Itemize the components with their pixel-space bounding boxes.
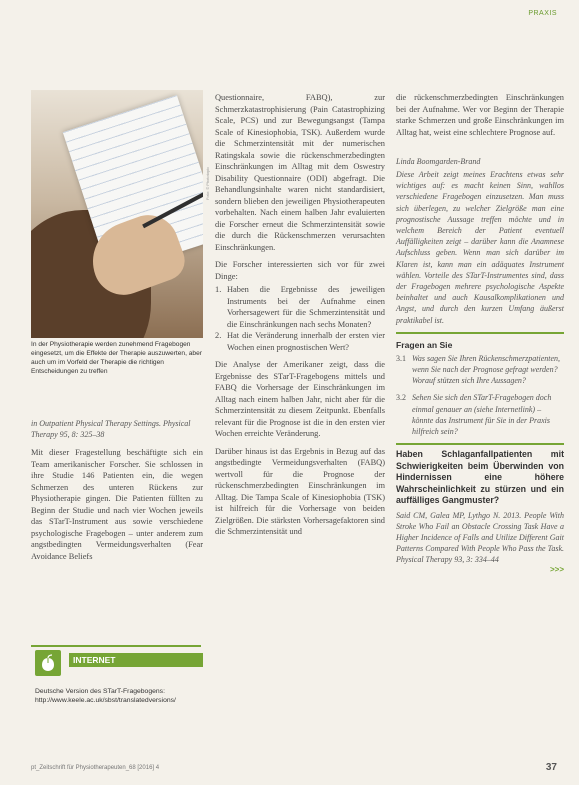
questions-list bbox=[396, 353, 564, 437]
page-number: 37 bbox=[545, 762, 557, 773]
column-1-text bbox=[31, 447, 203, 562]
column-2 bbox=[215, 92, 385, 538]
article-photo bbox=[31, 90, 203, 338]
photo-credit: Foto: © Phototopic bbox=[205, 166, 210, 200]
body-paragraph: Questionnaire, FABQ), zur Schmerzkatastrophisierung (Pain Catastrophizing Scale, PCS) und zur Bewegungsangst (Tampa Scale of Kinesiophobia, TSK). Außerdem wurde die Schmerzintensität mit der numerischen Ratingskala sowie die rückenschmerzbedingten Einschränkungen im Alltag mit dem Oswestry Disability Questionnaire (ODI) abgefragt. Die Behandlungsinhalte waren nicht standardisiert, sondern blieben den jeweiligen Physiotherapeuten vorbehalten. Nach einem halben Jahr evaluierten die Forscher erneut die Schmerzintensität sowie die durch die Rückenschmerzen verursachten Einschränkungen. bbox=[215, 93, 385, 252]
body-paragraph: Darüber hinaus ist das Ergebnis in Bezug auf das angstbedingte Vermeidungsverhalten (FABQ) wertvoll für die Prognose der rückenschmerzbedingten Einschränkungen im Alltag. Die Tampa Scale of Kinesiophobia (TSK) ist hilfreich für die Vorhersage von beiden Zielgrößen. Die stärksten Vorhersagefaktoren sind die Schmerzintensität und bbox=[215, 446, 385, 536]
body-paragraph: Die Forscher interessierten sich vor für zwei Dinge: bbox=[215, 260, 385, 281]
body-paragraph: Mit dieser Fragestellung beschäftigte sich ein Team amerikanischer Forscher. Sie schlossen in ihre Studie 146 Patienten ein, die wegen Schmerzen des unteren Rückens zur Physiotherapie gingen. Die Patienten füllten zu Beginn der Studie und nach vier Wochen jeweils das STarT-Instrument aus sowie verschiedene psychologische Fragebogen – unter anderem zum angstbedingten Vermeidungsverhalten (Fear Avoidance Beliefs bbox=[31, 448, 203, 561]
questions-title: Fragen an Sie bbox=[396, 339, 453, 350]
footer-journal: pt_Zeitschrift für Physiotherapeuten_68 [2016] 4 bbox=[31, 765, 160, 771]
internet-link-text[interactable]: Deutsche Version des STarT-Fragebogens: http://www.keele.ac.uk/sbst/translatedversions/ bbox=[35, 688, 176, 704]
divider bbox=[396, 443, 564, 445]
list-item: 2. Hat die Veränderung innerhalb der ersten vier Wochen einen prognostischen Wert? bbox=[215, 331, 385, 352]
internet-box bbox=[31, 645, 201, 739]
question-item: 3.1 Was sagen Sie Ihren Rückenschmerzpatienten, wenn Sie nach der Prognose gefragt werden? Worauf stützen sich Ihre Aussagen? bbox=[396, 353, 561, 386]
list-item: 1. Haben die Ergebnisse des jeweiligen Instruments bei der Aufnahme einen Vorhersagewert für die Schmerzintensität und die Einschränkungen nach sechs Monaten? bbox=[215, 285, 385, 329]
teaser-citation: Said CM, Galea MP, Lythgo N. 2013. People With Stroke Who Fail an Obstacle Crossing Task Have a Higher Incidence of Falls and Utilize Different Gait Patterns Compared With People Who Pass the Task. Physical Therapy 93, 3: 334–44 bbox=[396, 510, 564, 564]
numbered-list bbox=[215, 284, 385, 353]
mouse-icon bbox=[35, 650, 61, 676]
commentary-text: Diese Arbeit zeigt meines Erachtens etwas sehr wichtiges auf: es macht keinen Sinn, wahllos verschiedene Fragebogen einzusetzen. Man muss sich überlegen, zu welcher Zielgröße man eine prognostische Aussage treffen möchte und in welchem Bereich der Patient eventuell Auffälligkeiten zeigt – darüber kann die Anamnese Aufschluss geben. Wenn man sich darüber im Klaren ist, kann man ein adäquates Instrument wählen. Vorteile des STarT-Instrumentes sind, dass der Fragebogen mehrere psychologische Aspekte beinhaltet und auch Kausalkomplikationen und Angst, und durch den kurzen Umfang äußerst praktikabel ist. bbox=[396, 170, 564, 325]
teaser-title: Haben Schlaganfallpatienten mit Schwierigkeiten beim Überwinden von Hindernissen eine höhere Wahrscheinlichkeit zu stürzen und ein auffälliges Gangmuster? bbox=[396, 449, 564, 506]
divider bbox=[396, 332, 564, 334]
question-item: 3.2 Sehen Sie sich den STarT-Fragebogen doch einmal genauer an (siehe Internetlink) – könnte das Instrument für Sie in der Praxis hilfreich sein? bbox=[396, 393, 552, 437]
internet-title: INTERNET bbox=[69, 653, 203, 667]
photo-caption: In der Physiotherapie werden zunehmend Fragebogen eingesetzt, um die Effekte der Therapie auszuwerten, aber auch um im Vorfeld der Therapie die richtigen Entscheidungen zu treffen bbox=[31, 341, 202, 375]
commentary-author: Linda Boomgarden-Brand bbox=[396, 157, 481, 166]
body-paragraph: die rückenschmerzbedingten Einschränkungen bei der Aufnahme. Wer vor Beginn der Therapie starke Schmerzen und große Einschränkungen im Alltag hat, weist eine schlechtere Prognose auf. bbox=[396, 93, 564, 137]
body-paragraph: Die Analyse der Amerikaner zeigt, dass die Ergebnisse des STarT-Fragebogens mittels und FABQ die Vorhersage der Einschränkungen im Alltag nach einem halben Jahr, nicht aber für die Schmerzintensität zu diesem Zeitpunkt. Ebenfalls relevant für die Prognose ist die in den ersten vier Wochen erreichte Veränderung. bbox=[215, 360, 385, 438]
section-tag: PRAXIS bbox=[528, 10, 557, 17]
citation-text: in Outpatient Physical Therapy Settings. Physical Therapy 95, 8: 325–38 bbox=[31, 419, 191, 439]
column-3 bbox=[396, 92, 564, 574]
continue-arrows: >>> bbox=[549, 564, 564, 574]
